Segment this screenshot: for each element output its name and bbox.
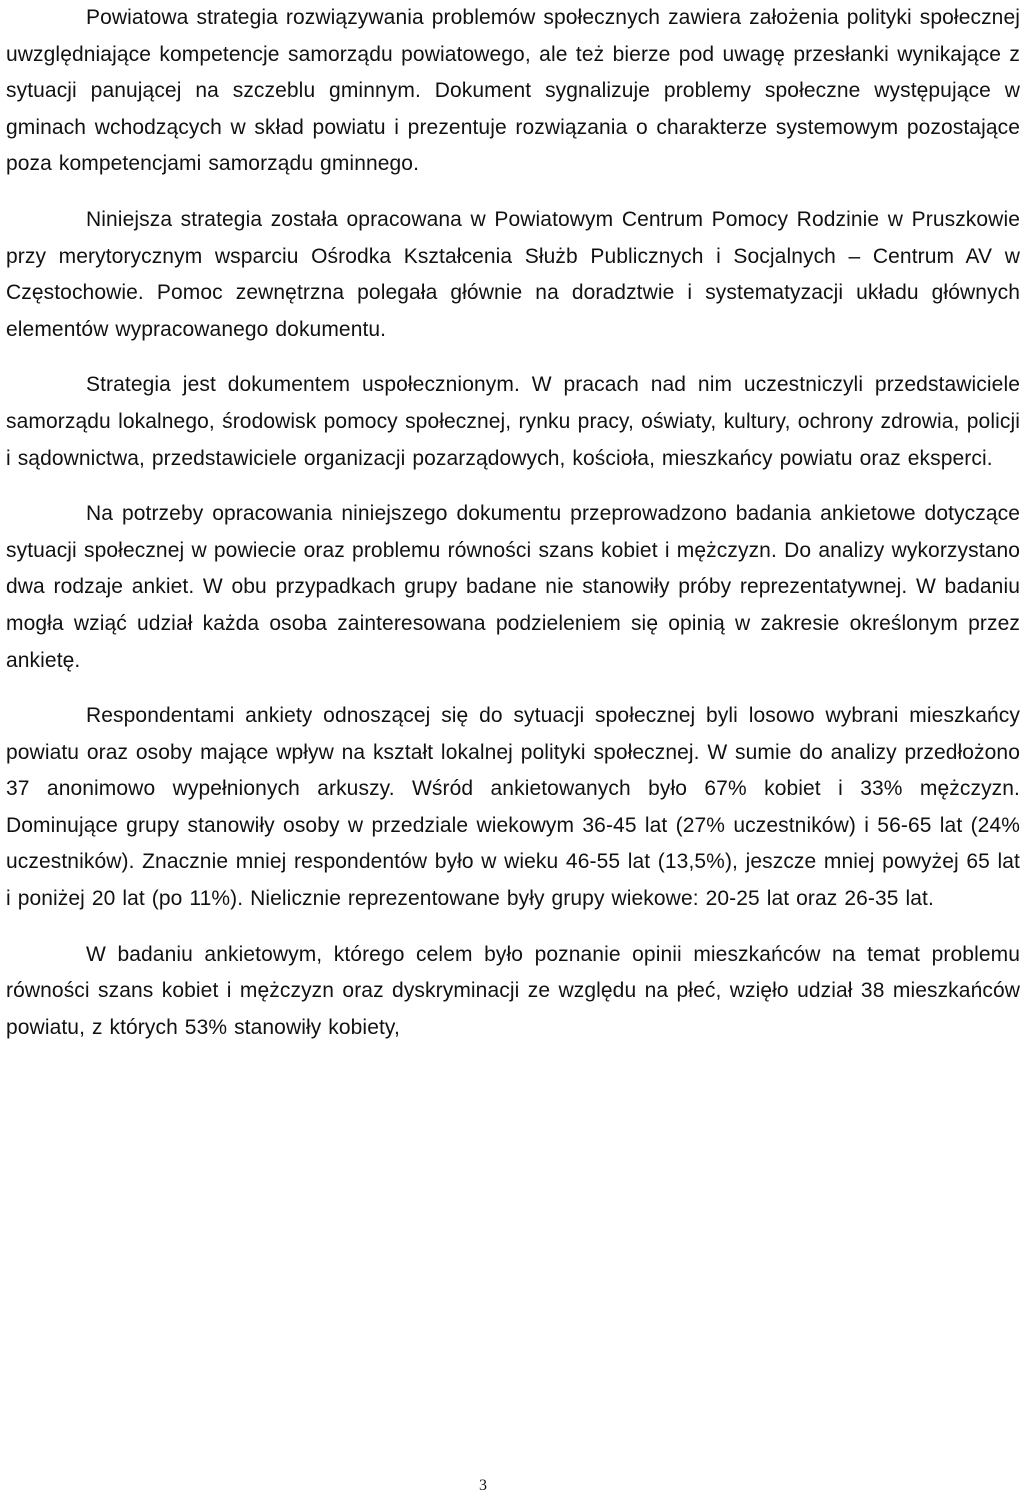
paragraph-strategy-authorship: Niniejsza strategia została opracowana w Powiatowym Centrum Pomocy Rodzinie w Pruszkowie przy merytorycznym wsparciu Ośrodka Kształcenia Służb Publicznych i Socjalnych – Centrum AV w Częstochowie. Pomoc zewnętrzna polegała głównie na doradztwie i systematyzacji układu głównych elementów wypracowanego dokumentu. bbox=[6, 207, 1020, 341]
page-number: 3 bbox=[479, 1477, 487, 1494]
paragraph-equality-survey: W badaniu ankietowym, którego celem było poznanie opinii mieszkańców na temat problemu równości szans kobiet i mężczyzn oraz dyskryminacji ze względu na płeć, wzięło udział 38 mieszkańców powiatu, z których 53% stanowiły kobiety, bbox=[6, 942, 1020, 1039]
paragraph-social-survey-respondents: Respondentami ankiety odnoszącej się do sytuacji społecznej byli losowo wybrani mieszkańcy powiatu oraz osoby mające wpływ na kształt lokalnej polityki społecznej. W sumie do analizy przedłożono 37 anonimowo wypełnionych arkuszy. Wśród ankietowanych było 67% kobiet i 33% mężczyzn. Dominujące grupy stanowiły osoby w przedziale wiekowym 36-45 lat (27% uczestników) i 56-65 lat (24% uczestników). Znacznie mniej respondentów było w wieku 46-55 lat (13,5%), jeszcze mniej powyżej 65 lat i poniżej 20 lat (po 11%). Nielicznie reprezentowane były grupy wiekowe: 20-25 lat oraz 26-35 lat. bbox=[6, 704, 1020, 911]
paragraph-survey-method: Na potrzeby opracowania niniejszego dokumentu przeprowadzono badania ankietowe dotyczące sytuacji społecznej w powiecie oraz problemu równości szans kobiet i mężczyzn. Do analizy wykorzystano dwa rodzaje ankiet. W obu przypadkach grupy badane nie stanowiły próby reprezentatywnej. W badaniu mogła wziąć udział każda osoba zainteresowana podzieleniem się opinią w zakresie określonym przez ankietę. bbox=[6, 502, 1020, 672]
paragraph-strategy-scope: Powiatowa strategia rozwiązywania problemów społecznych zawiera założenia polityki społecznej uwzględniające kompetencje samorządu powiatowego, ale też bierze pod uwagę przesłanki wynikające z sytuacji panującej na szczeblu gminnym. Dokument sygnalizuje problemy społeczne występujące w gminach wchodzących w skład powiatu i prezentuje rozwiązania o charakterze systemowym pozostające poza kompetencjami samorządu gminnego. bbox=[6, 6, 1020, 176]
document-body bbox=[6, 0, 1020, 1046]
paragraph-participation: Strategia jest dokumentem uspołecznionym. W pracach nad nim uczestniczyli przedstawiciele samorządu lokalnego, środowisk pomocy społecznej, rynku pracy, oświaty, kultury, ochrony zdrowia, policji i sądownictwa, przedstawiciele organizacji pozarządowych, kościoła, mieszkańcy powiatu oraz eksperci. bbox=[6, 373, 1020, 470]
